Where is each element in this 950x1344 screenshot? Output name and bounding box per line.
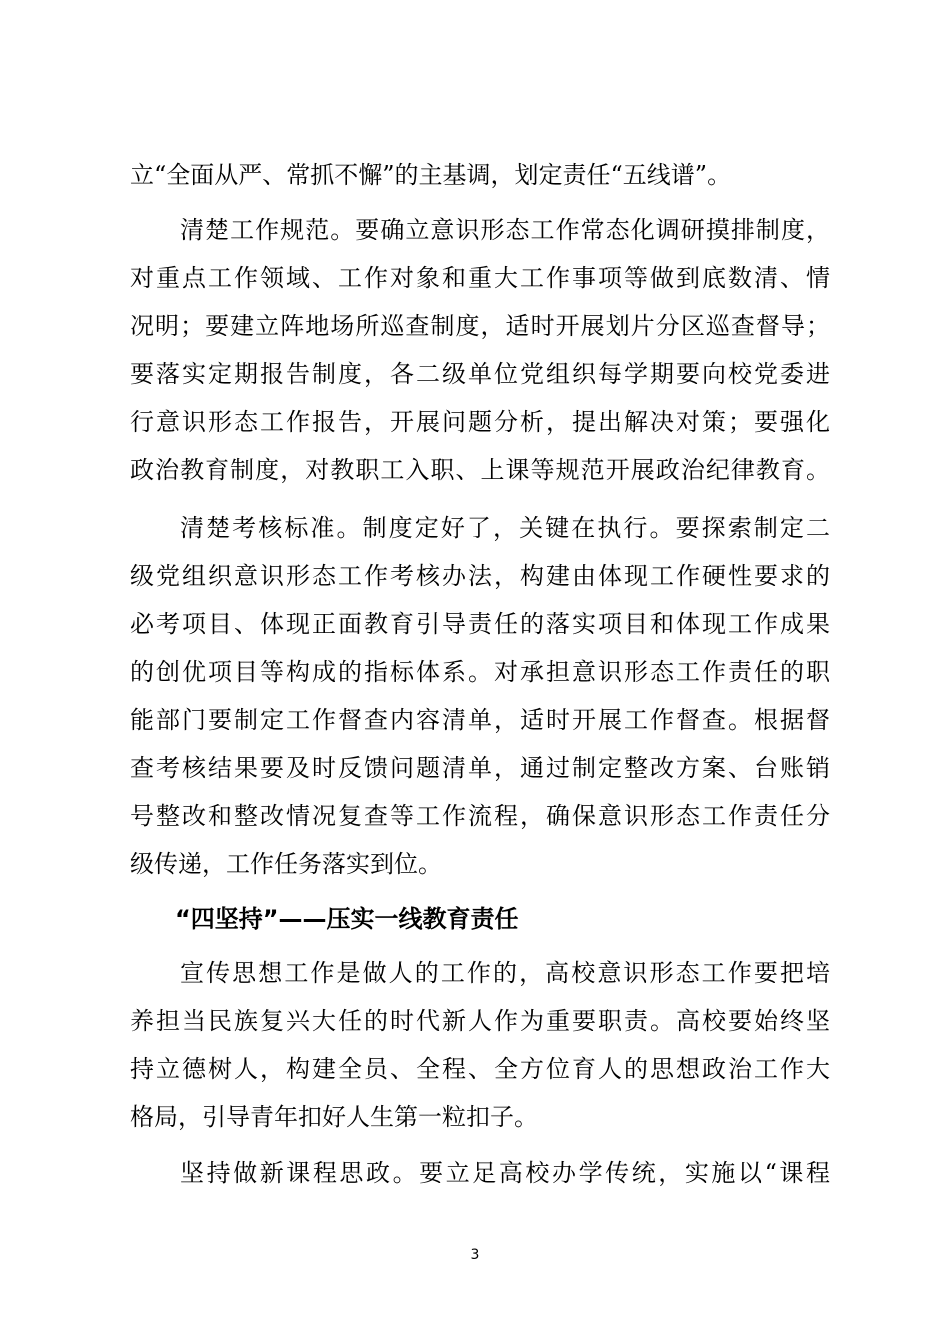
paragraph-line: 号整改和整改情况复查等工作流程，确保意识形态工作责任分 <box>130 802 830 830</box>
paragraph-line: 立“全面从严、常抓不懈”的主基调，划定责任“五线谱”。 <box>130 161 732 189</box>
section-heading: “四坚持”——压实一线教育责任 <box>175 905 519 933</box>
paragraph-line: 的创优项目等构成的指标体系。对承担意识形态工作责任的职 <box>130 658 830 686</box>
paragraph-line: 查考核结果要及时反馈问题清单，通过制定整改方案、台账销 <box>130 754 830 782</box>
paragraph-line: 政治教育制度，对教职工入职、上课等规范开展政治纪律教育。 <box>130 456 830 484</box>
paragraph-line: 格局，引导青年扣好人生第一粒扣子。 <box>130 1103 538 1131</box>
paragraph-line: 坚持做新课程思政。要立足高校办学传统，实施以“课程 <box>180 1159 830 1187</box>
paragraph-line: 养担当民族复兴大任的时代新人作为重要职责。高校要始终坚 <box>130 1007 830 1035</box>
paragraph-line: 清楚工作规范。要确立意识形态工作常态化调研摸排制度， <box>180 216 830 244</box>
paragraph-line: 级传递，工作任务落实到位。 <box>130 850 442 878</box>
paragraph-line: 宣传思想工作是做人的工作的，高校意识形态工作要把培 <box>180 959 830 987</box>
paragraph-line: 持立德树人，构建全员、全程、全方位育人的思想政治工作大 <box>130 1055 830 1083</box>
paragraph-line: 能部门要制定工作督查内容清单，适时开展工作督查。根据督 <box>130 706 830 734</box>
paragraph-line: 对重点工作领域、工作对象和重大工作事项等做到底数清、情 <box>130 264 830 292</box>
page-number: 3 <box>470 1247 480 1263</box>
paragraph-line: 行意识形态工作报告，开展问题分析，提出解决对策；要强化 <box>130 408 830 436</box>
paragraph-line: 必考项目、体现正面教育引导责任的落实项目和体现工作成果 <box>130 610 830 638</box>
paragraph-line: 清楚考核标准。制度定好了，关键在执行。要探索制定二 <box>180 514 830 542</box>
paragraph-line: 要落实定期报告制度，各二级单位党组织每学期要向校党委进 <box>130 360 830 388</box>
paragraph-line: 况明；要建立阵地场所巡查制度，适时开展划片分区巡查督导； <box>130 312 830 340</box>
paragraph-line: 级党组织意识形态工作考核办法，构建由体现工作硬性要求的 <box>130 562 830 590</box>
